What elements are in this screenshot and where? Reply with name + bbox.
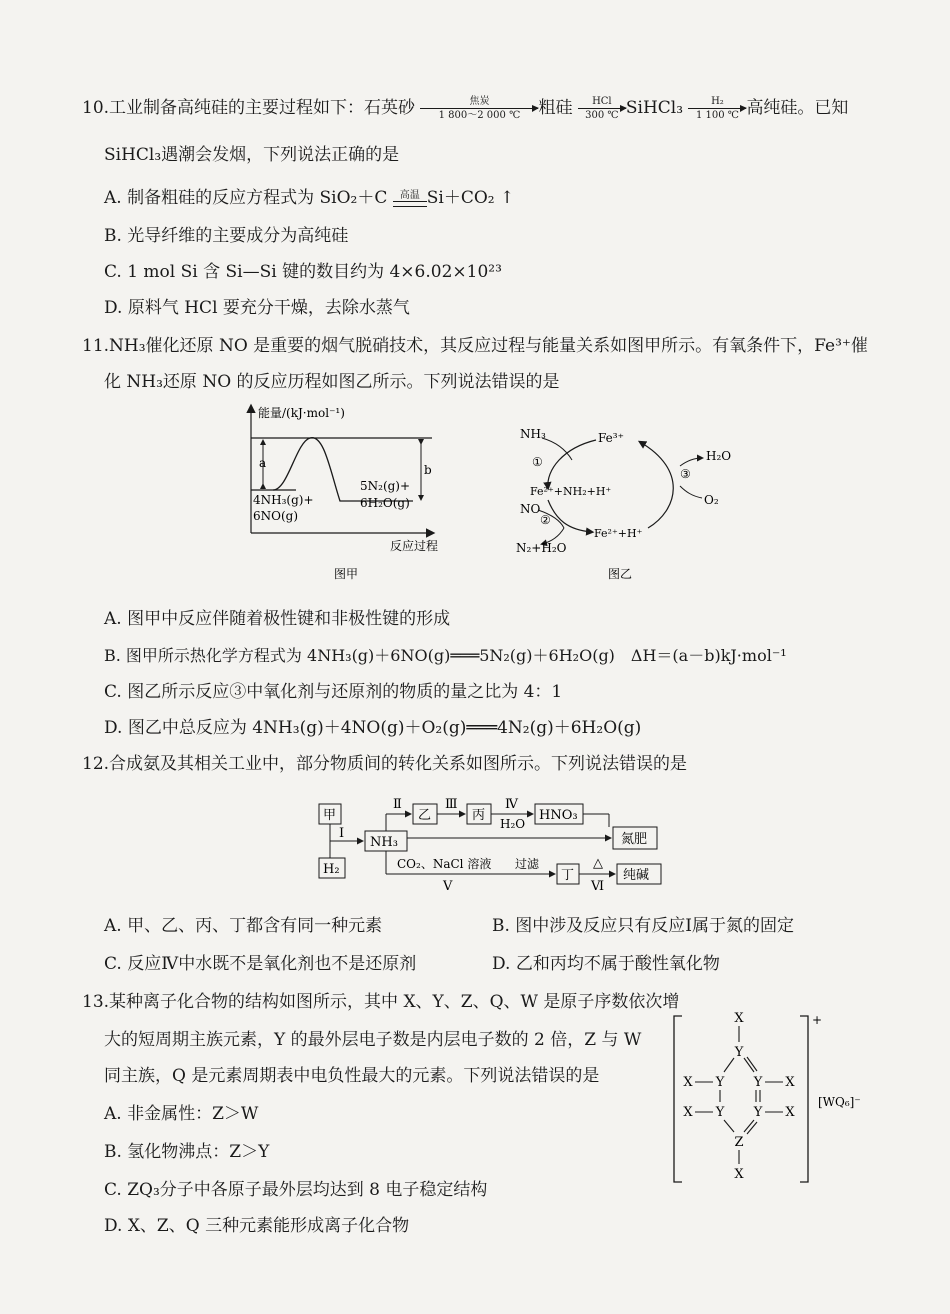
q12-flow-diagram [315,790,675,900]
reaction-2: Ⅱ [393,797,402,812]
q11-option-c: C. 图乙所示反应③中氧化剂与还原剂的物质的量之比为 4：1 [104,682,563,702]
atom-y-right-lower: Y [753,1105,763,1120]
n2-h2o-label: N₂+H₂O [516,541,567,555]
q11-option-a: A. 图甲中反应伴随着极性键和非极性键的形成 [104,609,451,629]
label-a: a [259,456,267,470]
q11-stem-1: NH₃催化还原 NO 是重要的烟气脱硝技术，其反应过程与能量关系如图甲所示。有氧条件下，Fe³⁺催 [109,336,868,356]
box-danfei: 氮肥 [621,832,648,847]
box-h2: H₂ [323,862,340,877]
atom-x-right-upper: X [785,1075,795,1090]
atom-x-bottom: X [734,1167,744,1182]
box-hno3: HNO₃ [539,808,578,823]
q10-option-a-pre: A. 制备粗硅的反应方程式为 SiO₂＋C [104,188,388,208]
q10-line2: SiHCl₃遇潮会发烟，下列说法正确的是 [104,145,400,165]
q11-option-d: D. 图乙中总反应为 4NH₃(g)＋4NO(g)＋O₂(g)═══4N₂(g)＋6H₂O(g) [104,718,642,738]
q13-structure-diagram [668,1010,878,1190]
reaction-4-reagent: H₂O [500,817,526,831]
q13-option-d: D. X、Z、Q 三种元素能形成离子化合物 [104,1216,410,1236]
h2o-label: H₂O [706,449,732,463]
box-jia: 甲 [323,808,337,823]
q10-arrow-1-bottom: 1 800～2 000 ℃ [438,110,521,121]
q11-energy-diagram [238,400,453,585]
q11-line1 [82,334,868,358]
reaction-6: Ⅵ [591,879,605,894]
reactants-line1: 4NH₃(g)+ [253,493,314,507]
q10-product-2: SiHCl₃ [625,98,684,118]
figure-caption-yi: 图乙 [608,567,633,581]
q11-option-b: B. 图甲所示热化学方程式为 4NH₃(g)＋6NO(g)═══5N₂(g)＋6H₂O(g) ΔH＝(a－b)kJ·mol⁻¹ [104,646,787,665]
atom-z: Z [734,1135,744,1150]
products-line1: 5N₂(g)+ [360,479,411,493]
reaction-1: Ⅰ [339,826,345,841]
q13-line2: 大的短周期主族元素，Y 的最外层电子数是内层电子数的 2 倍，Z 与 W [104,1030,642,1050]
anion-label: [WQ₆]⁻ [818,1095,861,1109]
y-axis-label: 能量/(kJ·mol⁻¹) [258,406,345,420]
q11-line2: 化 NH₃还原 NO 的反应历程如图乙所示。下列说法错误的是 [104,372,560,392]
atom-x-top: X [734,1011,744,1026]
q12-line1 [82,752,687,776]
q10-arrow-3-bottom: 1 100 ℃ [695,110,739,121]
figure-caption-jia: 图甲 [334,567,359,581]
x-axis-label: 反应过程 [390,539,439,553]
q10-option-a-post: Si＋CO₂ ↑ [426,188,515,208]
q10-option-b: B. 光导纤维的主要成分为高纯硅 [104,226,349,246]
step-3: ③ [680,467,691,481]
reactants-line2: 6NO(g) [253,509,299,523]
box-ding: 丁 [561,868,575,883]
box-chunjian: 纯碱 [623,868,650,883]
q13-option-b: B. 氢化物沸点：Z＞Y [104,1142,270,1162]
q13-option-c: C. ZQ₃分子中各原子最外层均达到 8 电子稳定结构 [104,1180,488,1200]
q10-option-d: D. 原料气 HCl 要充分干燥，去除水蒸气 [104,298,410,318]
atom-y-top: Y [734,1045,744,1060]
atom-x-right-lower: X [785,1105,795,1120]
atom-y-right-upper: Y [753,1075,763,1090]
q13-number: 13. [82,992,110,1012]
step-1: ① [532,455,543,469]
reaction-3: Ⅲ [445,797,458,812]
q12-option-d: D. 乙和丙均不属于酸性氧化物 [492,954,720,974]
o2-label: O₂ [704,493,719,507]
q13-stem-1: 某种离子化合物的结构如图所示，其中 X、Y、Z、Q、W 是原子序数依次增 [109,992,680,1012]
q12-number: 12. [82,754,110,774]
fe3-label: Fe³⁺ [598,431,624,445]
reaction-5: Ⅴ [443,879,453,894]
intermediate-label: Fe²⁺+NH₂+H⁺ [530,485,612,498]
q10-arrow-3 [688,96,746,121]
q12-option-a: A. 甲、乙、丙、丁都含有同一种元素 [104,916,383,936]
fe2-h-label: Fe²⁺+H⁺ [594,527,643,540]
reaction-5-filter: 过滤 [515,857,540,871]
cation-charge: + [812,1013,823,1027]
q13-option-a: A. 非金属性：Z＞W [104,1104,259,1124]
label-b: b [424,463,432,477]
reaction-5-reagents: CO₂、NaCl 溶液 [397,857,492,871]
q13-line1 [82,990,679,1014]
q10-arrow-3-top: H₂ [711,96,724,107]
reaction-6-heat: △ [593,856,603,871]
q10-intro: 工业制备高纯硅的主要过程如下：石英砂 [109,98,416,118]
q10-option-a-condition: 高温 [399,189,420,201]
atom-x-left-lower: X [683,1105,693,1120]
reaction-4: Ⅳ [505,797,518,812]
q10-arrow-1 [420,96,538,121]
q10-arrow-1-top: 焦炭 [469,96,490,107]
products-line2: 6H₂O(g) [360,496,410,510]
q13-line3: 同主族，Q 是元素周期表中电负性最大的元素。下列说法错误的是 [104,1066,600,1086]
q10-product-1: 粗硅 [538,98,573,118]
box-yi: 乙 [418,808,432,823]
q10-arrow-2-top: HCl [592,96,612,107]
q10-option-a [104,186,514,210]
q11-number: 11. [82,336,110,356]
q12-option-b: B. 图中涉及反应只有反应Ⅰ属于氮的固定 [492,916,795,936]
q10-line1 [82,96,848,121]
q10-product-3: 高纯硅。已知 [746,98,849,118]
nh3-label: NH₃ [520,427,546,441]
box-nh3: NH₃ [370,835,398,850]
atom-y-left-lower: Y [715,1105,725,1120]
q10-option-c: C. 1 mol Si 含 Si—Si 键的数目约为 4×6.02×10²³ [104,262,502,282]
q12-stem: 合成氨及其相关工业中，部分物质间的转化关系如图所示。下列说法错误的是 [109,754,688,774]
q10-option-a-equals [393,191,427,207]
q12-option-c: C. 反应Ⅳ中水既不是氧化剂也不是还原剂 [104,954,417,974]
q10-arrow-2 [578,96,626,121]
atom-x-left-upper: X [683,1075,693,1090]
step-2: ② [540,513,551,527]
box-bing: 丙 [472,808,486,823]
q10-number: 10. [82,98,110,118]
atom-y-left-upper: Y [715,1075,725,1090]
q10-arrow-2-bottom: 300 ℃ [585,110,619,121]
q11-mechanism-diagram [508,420,748,585]
no-label: NO [520,502,541,516]
